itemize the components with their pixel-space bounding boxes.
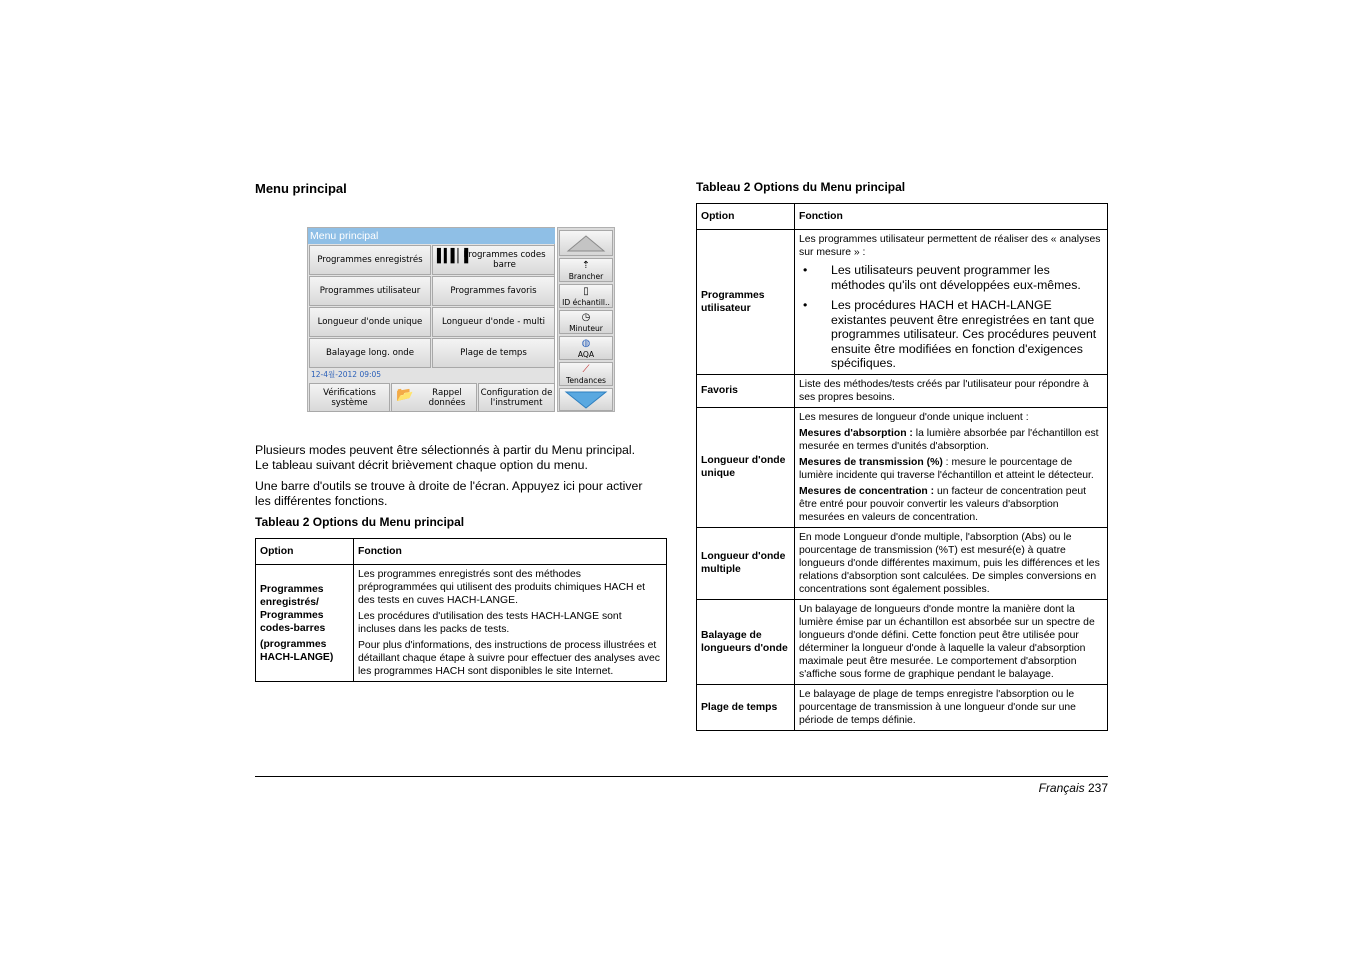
screen-datetime: 12-4월-2012 09:05: [311, 370, 382, 379]
function-cell: [795, 230, 1108, 375]
bullet-icon: •: [803, 298, 808, 312]
single-wavelength-button[interactable]: Longueur d'onde unique: [309, 307, 431, 337]
scroll-down-button[interactable]: [559, 388, 613, 411]
arrow-down-icon: [560, 389, 612, 410]
measure-text: la lumière absorbée par l'échantillon est mesurée en termes d'unités d'absorption.: [799, 427, 1099, 452]
col-header-option: Option: [256, 539, 354, 565]
barcode-programs-button[interactable]: [432, 245, 555, 275]
toolbar-timer-button[interactable]: [559, 310, 613, 334]
measure-item: [799, 427, 1103, 453]
screen-toolbar: [557, 227, 615, 412]
table-row: [256, 565, 667, 682]
measure-label: Mesures d'absorption :: [799, 427, 913, 439]
option-cell: Longueur d'onde multiple: [697, 527, 795, 599]
system-checks-button[interactable]: Vérifications système: [309, 383, 390, 412]
table-header-row: [256, 539, 667, 565]
table-row: [697, 599, 1108, 684]
function-text: Les programmes enregistrés sont des méthodes préprogrammées qui utilisent des produits chimiques HACH et des tests en cuves HACH-LANGE.: [358, 569, 646, 606]
col-header-function: Fonction: [354, 539, 667, 565]
toolbar-line-2: les différentes fonctions.: [255, 494, 388, 508]
toolbar-trends-button[interactable]: [559, 362, 613, 386]
option-cell: Programmes utilisateur: [697, 230, 795, 375]
option-cell: [256, 565, 354, 682]
right-table-caption: Tableau 2 Options du Menu principal: [696, 180, 906, 194]
table-row: [697, 684, 1108, 730]
section-heading: Menu principal: [255, 181, 347, 196]
scroll-up-button[interactable]: [559, 230, 613, 256]
trend-chart-icon: ⟋: [582, 364, 590, 375]
toolbar-line-1: Une barre d'outils se trouve à droite de l'écran. Appuyez ici pour activer: [255, 479, 643, 493]
measure-label: Mesures de concentration :: [799, 485, 935, 497]
bullet-text: Les utilisateurs peuvent programmer les méthodes qu'ils ont développées eux-mêmes.: [831, 263, 1081, 292]
table-header-row: [697, 204, 1108, 230]
stored-programs-button[interactable]: Programmes enregistrés: [309, 245, 431, 275]
timer-icon: ◷: [581, 312, 591, 323]
left-table-caption: Tableau 2 Options du Menu principal: [255, 515, 465, 529]
measure-item: [799, 456, 1103, 482]
intro-paragraph: [255, 443, 675, 473]
toolbar-aqa-label: AQA: [577, 350, 595, 359]
page-footer: [1039, 781, 1108, 795]
option-subname: (programmes HACH-LANGE): [260, 638, 334, 663]
function-text: Les procédures d'utilisation des tests HACH-LANGE sont incluses dans les packs de tests.: [358, 611, 622, 635]
measure-text: un facteur de concentration peut être entré pour pouvoir convertir les valeurs d'absorption mesurées en valeurs de concentration.: [799, 485, 1087, 523]
wavelength-scan-button[interactable]: Balayage long. onde: [309, 338, 431, 368]
screen-title: Menu principal: [308, 228, 555, 244]
table-row: [697, 374, 1108, 407]
option-cell: Favoris: [697, 374, 795, 407]
function-cell: [354, 565, 667, 682]
col-header-option: Option: [697, 204, 795, 230]
page-number: 237: [1087, 781, 1108, 795]
function-cell: En mode Longueur d'onde multiple, l'absorption (Abs) ou le pourcentage de transmission (%T) est mesuré(e) à quatre longueurs d'onde différentes maximum, puis les différences et les relations d'absorption sont calculées. De simples conversions en concentrations sont également possibles.: [795, 527, 1108, 599]
function-cell: Un balayage de longueurs d'onde montre la manière dont la lumière émise par un échantillon est absorbée sur un spectre de longueurs d'onde défini. Cette fonction peut être utilisée pour déterminer la longueur d'onde à laquelle la valeur d'absorption maximale peut être mesurée. Le comportement d'absorption s'affiche sous forme de graphique pendant le balayage.: [795, 599, 1108, 684]
plug-icon: ⇡: [581, 260, 591, 271]
left-options-table: [255, 538, 667, 682]
measure-label: Mesures de transmission (%): [799, 456, 943, 468]
option-cell: Longueur d'onde unique: [697, 407, 795, 527]
table-row: [697, 407, 1108, 527]
function-text: Pour plus d'informations, des instructions de process illustrées et détaillant chaque étape à suivre pour effectuer des analyses avec les programmes HACH sont disponibles le site Internet.: [358, 640, 660, 677]
col-header-function: Fonction: [795, 204, 1108, 230]
measure-text: : mesure le pourcentage de lumière incidente qui traverse l'échantillon et atteint le détecteur.: [799, 456, 1094, 481]
time-scan-button[interactable]: Plage de temps: [432, 338, 555, 368]
favorite-programs-button[interactable]: Programmes favoris: [432, 276, 555, 306]
function-cell: [795, 407, 1108, 527]
toolbar-brancher-button[interactable]: [559, 258, 613, 282]
bullet-text: Les procédures HACH et HACH-LANGE existantes peuvent être enregistrées en tant que programmes utilisateur. Ces procédures peuvent ensuite être modifiées en fonction d'exigences spécifiques.: [831, 298, 1097, 370]
function-text: Les programmes utilisateur permettent de réaliser des « analyses sur mesure » :: [799, 234, 1101, 258]
user-programs-button[interactable]: Programmes utilisateur: [309, 276, 431, 306]
recall-data-button[interactable]: [391, 383, 477, 412]
folder-icon: 📂: [396, 387, 414, 403]
toolbar-timer-label: Minuteur: [569, 324, 603, 333]
function-cell: Liste des méthodes/tests créés par l'utilisateur pour répondre à ses propres besoins.: [795, 374, 1108, 407]
toolbar-trends-label: Tendances: [566, 376, 606, 385]
footer-language: Français: [1038, 781, 1085, 795]
option-cell: Plage de temps: [697, 684, 795, 730]
toolbar-aqa-button[interactable]: [559, 336, 613, 360]
right-options-table: [696, 203, 1108, 731]
bullet-icon: •: [803, 263, 808, 277]
toolbar-sample-id-button[interactable]: [559, 284, 613, 308]
bullet-item: [799, 298, 1103, 371]
toolbar-paragraph: [255, 479, 675, 509]
globe-icon: ◍: [581, 338, 591, 349]
intro-line-2: Le tableau suivant décrit brièvement chaque option du menu.: [255, 458, 588, 472]
measure-item: [799, 485, 1103, 524]
table-row: [697, 527, 1108, 599]
bullet-item: [799, 263, 1103, 292]
toolbar-brancher-label: Brancher: [568, 272, 604, 281]
recall-data-label: Rappel données: [428, 387, 466, 408]
function-cell: Le balayage de plage de temps enregistre l'absorption ou le pourcentage de transmission à une longueur d'onde sur une période de temps définie.: [795, 684, 1108, 730]
barcode-icon: ▌▍▌▏▌: [437, 249, 472, 264]
toolbar-sample-id-label: ID échantill..: [562, 298, 610, 307]
option-cell: Balayage de longueurs d'onde: [697, 599, 795, 684]
multi-wavelength-button[interactable]: Longueur d'onde - multi: [432, 307, 555, 337]
intro-line-1: Plusieurs modes peuvent être sélectionnés à partir du Menu principal.: [255, 443, 636, 457]
table-row: [697, 230, 1108, 375]
arrow-up-icon: [560, 231, 612, 255]
footer-rule: [255, 776, 1108, 777]
sample-vial-icon: ▯: [583, 286, 589, 297]
barcode-programs-label: Programmes codes barre: [463, 250, 546, 270]
instrument-setup-button[interactable]: Configuration de l'instrument: [478, 383, 555, 412]
option-name: Programmes enregistrés/ Programmes codes-barres: [260, 583, 326, 634]
screen-main-panel: [307, 227, 555, 412]
instrument-screen: [307, 227, 615, 412]
function-text: Les mesures de longueur d'onde unique incluent :: [799, 411, 1029, 423]
